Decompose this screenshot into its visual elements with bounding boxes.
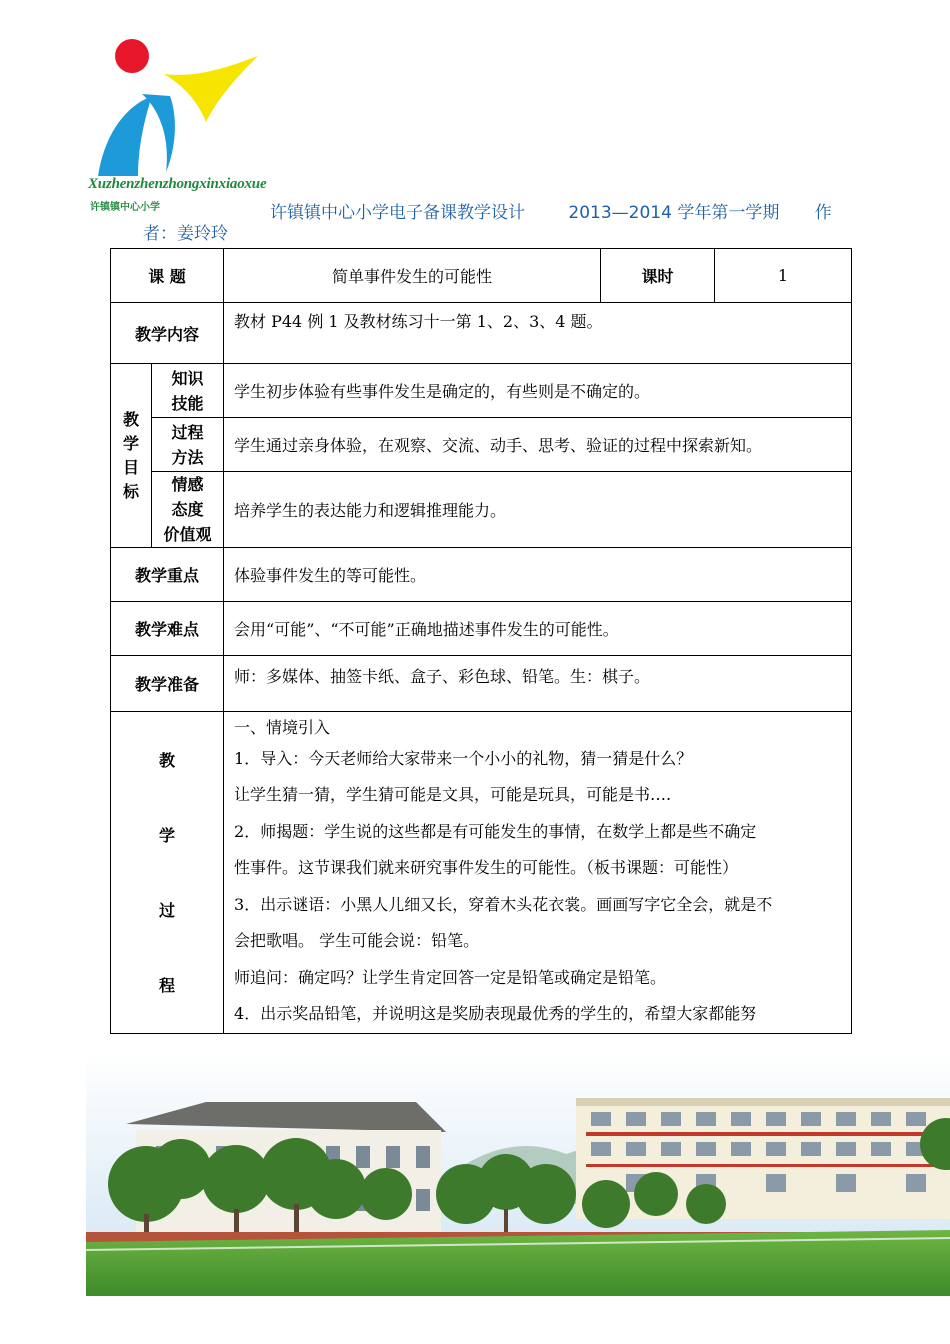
process-line: 性事件。这节课我们就来研究事件发生的可能性。（板书课题：可能性） xyxy=(234,858,739,877)
topic-label: 课 题 xyxy=(111,249,224,303)
focus-label: 教学重点 xyxy=(111,548,224,602)
lesson-plan-table xyxy=(110,248,852,1034)
goal-label-emotion xyxy=(152,472,224,548)
process-line: 4．出示奖品铅笔，并说明这是奖励表现最优秀的学生的，希望大家都能努 xyxy=(234,1004,757,1023)
process-label xyxy=(111,712,224,1034)
logo-chinese-text: 许镇镇中心小学 xyxy=(90,202,160,213)
right-building-top xyxy=(576,1098,950,1106)
logo-yellow-wing xyxy=(164,56,258,122)
goals-label-char: 教 xyxy=(122,409,139,429)
content-row xyxy=(111,303,852,364)
goal-label-line: 态度 xyxy=(171,500,204,519)
goal-label-line: 技能 xyxy=(171,393,204,413)
process-line: 一、情境引入 xyxy=(234,717,331,737)
difficulty-label: 教学难点 xyxy=(111,602,224,656)
process-line: 让学生猜一猜，学生猜可能是文具，可能是玩具，可能是书…. xyxy=(234,785,672,804)
process-row xyxy=(111,712,852,1034)
focus-row xyxy=(111,548,852,602)
difficulty-row xyxy=(111,602,852,656)
process-line: 1．导入：今天老师给大家带来一个小小的礼物，猜一猜是什么？ xyxy=(234,748,693,768)
period-value: 1 xyxy=(715,249,852,303)
header-title: 许镇镇中心小学电子备课教学设计 xyxy=(270,203,525,223)
process-line: 2．师揭题：学生说的这些都是有可能发生的事情，在数学上都是些不确定 xyxy=(234,821,757,841)
logo-blue-stroke xyxy=(98,96,152,176)
goals-label xyxy=(111,364,152,548)
logo-english-text: Xuzhenzhenzhongxinxiaoxue xyxy=(88,176,267,192)
process-label-char: 教 xyxy=(159,750,176,770)
header-author-prefix: 作 xyxy=(814,203,832,223)
goal-label-line: 情感 xyxy=(171,475,204,494)
goals-label-char: 学 xyxy=(122,433,139,453)
topic-row xyxy=(111,249,852,303)
goal-label-process xyxy=(152,418,224,472)
period-label: 课时 xyxy=(601,249,715,303)
goal-row-knowledge xyxy=(111,364,852,418)
content-value: 教材 P44 例 1 及教材练习十一第 1、2、3、4 题。 xyxy=(224,303,852,364)
logo-red-dot xyxy=(115,39,149,73)
goal-label-line: 价值观 xyxy=(163,525,212,544)
process-content xyxy=(224,712,852,1034)
logo-graphic-icon xyxy=(86,38,266,178)
document-header xyxy=(270,198,832,223)
goal-row-process xyxy=(111,418,852,472)
goal-label-line: 知识 xyxy=(171,368,204,388)
prep-label: 教学准备 xyxy=(111,656,224,712)
header-year: 2013—2014 学年第一学期 xyxy=(568,203,780,223)
process-label-char: 学 xyxy=(159,825,176,845)
header-author: 者：姜玲玲 xyxy=(143,224,228,244)
campus-scene-icon xyxy=(86,1054,950,1296)
school-campus-photo xyxy=(86,1054,950,1296)
school-logo xyxy=(86,38,266,214)
process-line: 会把歌唱。 学生可能会说：铅笔。 xyxy=(234,931,480,950)
topic-value: 简单事件发生的可能性 xyxy=(224,249,601,303)
process-line: 师追问：确定吗？让学生肯定回答一定是铅笔或确定是铅笔。 xyxy=(234,967,667,987)
content-label: 教学内容 xyxy=(111,303,224,364)
goals-label-char: 目 xyxy=(122,457,139,477)
process-label-char: 程 xyxy=(159,975,176,995)
difficulty-value: 会用“可能”、“不可能”正确地描述事件发生的可能性。 xyxy=(224,602,852,656)
goal-label-line: 过程 xyxy=(171,422,204,442)
goal-label-line: 方法 xyxy=(171,447,204,467)
goal-text-knowledge: 学生初步体验有些事件发生是确定的，有些则是不确定的。 xyxy=(224,364,852,418)
prep-value: 师：多媒体、抽签卡纸、盒子、彩色球、铅笔。生：棋子。 xyxy=(224,656,852,712)
prep-row xyxy=(111,656,852,712)
goals-label-char: 标 xyxy=(122,481,139,501)
goal-text-process: 学生通过亲身体验，在观察、交流、动手、思考、验证的过程中探索新知。 xyxy=(224,418,852,472)
goal-text-emotion: 培养学生的表达能力和逻辑推理能力。 xyxy=(224,472,852,548)
focus-value: 体验事件发生的等可能性。 xyxy=(224,548,852,602)
process-line: 3．出示谜语：小黑人儿细又长，穿着木头花衣裳。画画写字它全会，就是不 xyxy=(234,894,773,914)
process-label-char: 过 xyxy=(159,900,176,920)
goal-label-knowledge xyxy=(152,364,224,418)
goal-row-emotion xyxy=(111,472,852,548)
